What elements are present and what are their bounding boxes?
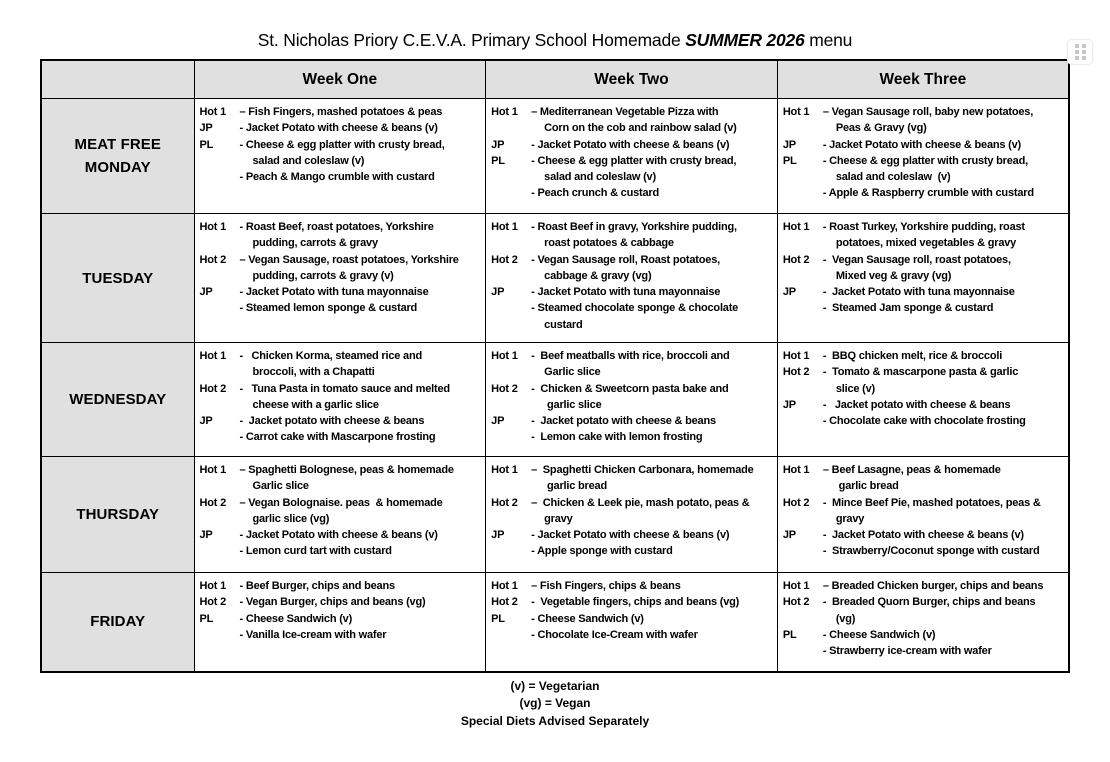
- menu-line: [200, 543, 483, 559]
- line-text: - Cheese & egg platter with crusty bread,: [822, 154, 1028, 167]
- line-label: Hot 1: [491, 464, 518, 476]
- line-label: [491, 429, 531, 445]
- menu-cell: [194, 573, 486, 672]
- line-label: [783, 300, 823, 316]
- line-label: PL: [782, 154, 797, 167]
- line-text: broccoli, with a Chapatti: [252, 366, 375, 379]
- menu-line: [491, 317, 774, 333]
- week-header: Week One: [194, 60, 486, 99]
- line-label: [783, 381, 823, 397]
- menu-line: [491, 235, 774, 251]
- menu-line: [491, 462, 774, 478]
- line-text: – Vegan Sausage, roast potatoes, Yorkshire: [239, 253, 459, 266]
- menu-line: [783, 478, 1065, 494]
- menu-line: [783, 381, 1065, 397]
- menu-line: [783, 120, 1065, 136]
- week-header: Week Two: [486, 60, 778, 99]
- day-label: WEDNESDAY: [69, 391, 167, 408]
- menu-line: [200, 511, 483, 527]
- line-label: Hot 2: [782, 253, 810, 266]
- line-label: [783, 185, 823, 201]
- line-text: - Beef meatballs with rice, broccoli and: [531, 350, 730, 362]
- line-label: [200, 397, 240, 413]
- menu-line: [783, 284, 1065, 300]
- menu-line: [783, 643, 1065, 659]
- line-label: [491, 185, 531, 201]
- line-label: [491, 169, 531, 185]
- day-label: FRIDAY: [90, 613, 146, 631]
- day-label: THURSDAY: [76, 506, 160, 523]
- line-text: – Breaded Chicken burger, chips and beans: [822, 580, 1044, 592]
- line-label: [783, 511, 823, 527]
- line-label: Hot 1: [782, 350, 810, 362]
- menu-line: [783, 185, 1065, 201]
- line-label: JP: [491, 286, 505, 299]
- menu-line: [783, 153, 1065, 169]
- line-text: - Jacket Potato with cheese & beans (v): [822, 138, 1022, 151]
- menu-table: [40, 59, 1070, 673]
- line-text: Garlic slice: [252, 480, 309, 493]
- line-text: pudding, carrots & gravy: [252, 237, 378, 250]
- line-label: Hot 2: [491, 596, 518, 609]
- line-text: - Chicken & Sweetcorn pasta bake and: [531, 382, 729, 395]
- line-label: Hot 1: [199, 464, 227, 476]
- table-row: [41, 214, 1069, 343]
- line-text: - Jacket potato with cheese & beans: [531, 415, 716, 428]
- line-label: [491, 364, 531, 380]
- menu-line: [491, 543, 774, 559]
- line-label: JP: [491, 529, 505, 542]
- line-label: [491, 268, 531, 284]
- menu-line: [200, 169, 483, 185]
- menu-line: [491, 397, 774, 413]
- menu-line: [200, 627, 483, 643]
- day-label: MONDAY: [84, 159, 151, 176]
- menu-line: [783, 413, 1065, 429]
- line-text: – Spaghetti Bolognese, peas & homemade: [239, 464, 454, 476]
- line-label: [491, 120, 531, 136]
- line-label: [200, 153, 240, 169]
- line-text: Mixed veg & gravy (vg): [835, 269, 952, 282]
- line-label: JP: [199, 286, 213, 299]
- menu-line: [200, 478, 483, 494]
- line-text: garlic bread: [544, 480, 607, 493]
- line-text: - Cheese & egg platter with crusty bread,: [239, 138, 445, 151]
- line-label: Hot 1: [199, 350, 227, 362]
- menu-line: [783, 348, 1065, 364]
- line-label: [783, 413, 823, 429]
- menu-line: [783, 543, 1065, 559]
- line-text: - Jacket Potato with cheese & beans (v): [822, 529, 1024, 542]
- menu-line: [200, 578, 483, 594]
- line-label: JP: [782, 398, 796, 411]
- menu-cell: [194, 214, 486, 343]
- menu-line: [491, 104, 774, 120]
- line-text: gravy: [835, 512, 865, 525]
- menu-line: [200, 429, 483, 445]
- line-text: Peas & Gravy (vg): [835, 122, 927, 135]
- header-row: [41, 60, 1069, 99]
- day-cell: [41, 573, 194, 672]
- line-text: salad and coleslaw (v): [252, 154, 365, 167]
- line-label: Hot 1: [782, 106, 810, 118]
- menu-cell: [777, 573, 1069, 672]
- line-text: - Cheese Sandwich (v): [531, 612, 644, 625]
- menu-line: [783, 495, 1065, 511]
- line-text: - Strawberry ice-cream with wafer: [822, 645, 992, 658]
- line-text: Corn on the cob and rainbow salad (v): [544, 122, 737, 135]
- menu-line: [783, 627, 1065, 643]
- menu-cell: [486, 457, 778, 573]
- line-text: – Mediterranean Vegetable Pizza with: [531, 106, 719, 118]
- line-text: - Breaded Quorn Burger, chips and beans: [822, 596, 1036, 609]
- line-text: - Steamed chocolate sponge & chocolate: [531, 302, 739, 315]
- line-label: [200, 235, 240, 251]
- line-text: - Chocolate cake with chocolate frosting: [822, 415, 1026, 428]
- menu-line: [200, 611, 483, 627]
- menu-line: [783, 169, 1065, 185]
- menu-line: [200, 413, 483, 429]
- line-label: JP: [782, 138, 796, 151]
- line-text: - Roast Beef, roast potatoes, Yorkshire: [239, 221, 434, 233]
- menu-cell: [486, 99, 778, 214]
- legend: [0, 678, 1110, 731]
- line-text: - Apple & Raspberry crumble with custard: [822, 187, 1034, 200]
- line-text: – Fish Fingers, chips & beans: [531, 580, 681, 592]
- menu-cell: [777, 457, 1069, 573]
- page-title: [0, 0, 1110, 51]
- line-label: Hot 2: [782, 366, 810, 379]
- line-label: [491, 478, 531, 494]
- line-text: – Spaghetti Chicken Carbonara, homemade: [531, 464, 754, 476]
- menu-cell: [777, 343, 1069, 457]
- line-text: - Jacket potato with cheese & beans: [822, 398, 1011, 411]
- line-text: - Cheese Sandwich (v): [239, 612, 353, 625]
- line-label: [491, 397, 531, 413]
- title-suffix: menu: [804, 30, 853, 50]
- line-label: [200, 268, 240, 284]
- line-text: - Lemon cake with lemon frosting: [531, 431, 703, 444]
- menu-line: [200, 153, 483, 169]
- menu-line: [491, 429, 774, 445]
- line-text: - Cheese & egg platter with crusty bread,: [531, 154, 737, 167]
- title-emphasis: SUMMER 2026: [685, 30, 805, 50]
- day-cell: [41, 214, 194, 343]
- line-text: - Vegan Sausage roll, roast potatoes,: [822, 253, 1011, 266]
- line-label: [491, 543, 531, 559]
- line-text: - Jacket Potato with cheese & beans (v): [531, 138, 730, 151]
- line-text: – Vegan Bolognaise. peas & homemade: [239, 496, 443, 509]
- menu-line: [491, 185, 774, 201]
- menu-line: [783, 252, 1065, 268]
- line-label: JP: [491, 415, 505, 428]
- line-label: [491, 317, 531, 333]
- menu-line: [491, 137, 774, 153]
- menu-line: [200, 235, 483, 251]
- line-text: - Tuna Pasta in tomato sauce and melted: [239, 382, 450, 395]
- line-label: [783, 235, 823, 251]
- line-text: – Chicken & Leek pie, mash potato, peas &: [531, 496, 750, 509]
- line-text: - Vegan Burger, chips and beans (vg): [239, 596, 426, 609]
- menu-line: [491, 478, 774, 494]
- line-text: - Tomato & mascarpone pasta & garlic: [822, 366, 1019, 379]
- line-text: - Apple sponge with custard: [531, 545, 673, 558]
- menu-line: [491, 627, 774, 643]
- line-text: pudding, carrots & gravy (v): [252, 269, 394, 282]
- line-text: - Steamed Jam sponge & custard: [822, 302, 994, 315]
- line-text: garlic slice (vg): [252, 512, 330, 525]
- line-label: PL: [491, 612, 505, 625]
- line-label: [491, 511, 531, 527]
- menu-line: [783, 137, 1065, 153]
- menu-line: [783, 578, 1065, 594]
- menu-cell: [194, 99, 486, 214]
- line-label: Hot 2: [491, 253, 518, 266]
- line-label: [783, 169, 823, 185]
- line-label: Hot 2: [782, 596, 810, 609]
- menu-line: [491, 153, 774, 169]
- menu-line: [783, 594, 1065, 610]
- line-text: – Fish Fingers, mashed potatoes & peas: [239, 106, 443, 118]
- line-label: [200, 169, 240, 185]
- menu-line: [491, 511, 774, 527]
- menu-line: [200, 381, 483, 397]
- line-text: - Jacket Potato with tuna mayonnaise: [239, 286, 429, 299]
- line-label: Hot 1: [491, 580, 518, 592]
- menu-line: [491, 578, 774, 594]
- corner-cell: [41, 60, 194, 99]
- line-text: - Vegetable fingers, chips and beans (vg): [531, 596, 740, 609]
- line-label: [783, 611, 823, 627]
- line-text: salad and coleslaw (v): [835, 171, 951, 184]
- line-label: Hot 1: [491, 350, 518, 362]
- menu-line: [491, 611, 774, 627]
- menu-line: [491, 120, 774, 136]
- line-text: – Vegan Sausage roll, baby new potatoes,: [822, 106, 1034, 118]
- menu-line: [783, 397, 1065, 413]
- week-header: Week Three: [777, 60, 1069, 99]
- title-prefix: St. Nicholas Priory C.E.V.A. Primary School Homemade: [257, 30, 686, 50]
- line-label: [200, 429, 240, 445]
- line-label: PL: [199, 612, 214, 625]
- legend-line: (vg) = Vegan: [519, 696, 591, 710]
- line-label: [783, 543, 823, 559]
- line-label: [200, 511, 240, 527]
- menu-line: [200, 219, 483, 235]
- line-text: - Peach crunch & custard: [531, 187, 660, 200]
- table-row: [41, 343, 1069, 457]
- menu-line: [491, 364, 774, 380]
- table-drag-handle-icon[interactable]: [1067, 39, 1093, 65]
- menu-line: [200, 348, 483, 364]
- line-text: - Jacket Potato with cheese & beans (v): [531, 529, 730, 542]
- line-label: Hot 2: [199, 496, 227, 509]
- menu-line: [200, 397, 483, 413]
- menu-line: [200, 527, 483, 543]
- menu-line: [200, 137, 483, 153]
- table-row: [41, 457, 1069, 573]
- line-text: potatoes, mixed vegetables & gravy: [835, 237, 1017, 250]
- line-label: Hot 1: [491, 221, 518, 233]
- menu-line: [783, 300, 1065, 316]
- menu-line: [783, 462, 1065, 478]
- day-label: TUESDAY: [82, 269, 154, 287]
- line-label: Hot 2: [199, 253, 227, 266]
- line-text: - Cheese Sandwich (v): [822, 628, 936, 641]
- line-text: - Jacket Potato with cheese & beans (v): [239, 122, 438, 135]
- line-label: Hot 1: [199, 106, 227, 118]
- line-label: Hot 2: [491, 382, 518, 395]
- menu-line: [783, 527, 1065, 543]
- line-text: - Roast Turkey, Yorkshire pudding, roast: [822, 221, 1025, 233]
- line-label: [491, 300, 531, 316]
- line-text: (vg): [835, 612, 856, 625]
- menu-cell: [194, 343, 486, 457]
- legend-line: Special Diets Advised Separately: [460, 713, 650, 728]
- menu-line: [783, 104, 1065, 120]
- line-text: - Jacket Potato with tuna mayonnaise: [531, 286, 721, 299]
- line-text: - Beef Burger, chips and beans: [239, 580, 395, 592]
- menu-line: [200, 364, 483, 380]
- line-text: - BBQ chicken melt, rice & broccoli: [822, 350, 1003, 362]
- line-text: - Jacket Potato with cheese & beans (v): [239, 529, 438, 542]
- menu-line: [491, 300, 774, 316]
- line-label: Hot 1: [782, 464, 810, 476]
- line-label: Hot 1: [491, 106, 518, 118]
- menu-cell: [486, 214, 778, 343]
- line-text: garlic slice: [544, 398, 602, 411]
- line-text: slice (v): [835, 382, 875, 395]
- line-text: custard: [544, 318, 583, 331]
- line-text: - Chicken Korma, steamed rice and: [239, 350, 423, 362]
- menu-line: [200, 462, 483, 478]
- menu-line: [491, 381, 774, 397]
- menu-line: [491, 252, 774, 268]
- line-text: – Beef Lasagne, peas & homemade: [822, 464, 1001, 476]
- line-label: Hot 2: [491, 496, 518, 509]
- line-text: - Strawberry/Coconut sponge with custard: [822, 545, 1040, 558]
- line-label: Hot 1: [199, 580, 227, 592]
- menu-line: [783, 611, 1065, 627]
- menu-line: [491, 219, 774, 235]
- line-label: JP: [491, 138, 505, 151]
- legend-line: (v) = Vegetarian: [510, 678, 600, 693]
- menu-line: [200, 120, 483, 136]
- menu-line: [491, 268, 774, 284]
- menu-line: [491, 284, 774, 300]
- line-text: - Chocolate Ice-Cream with wafer: [531, 628, 698, 641]
- menu-line: [200, 594, 483, 610]
- line-label: Hot 1: [199, 221, 227, 233]
- menu-line: [783, 268, 1065, 284]
- line-text: salad and coleslaw (v): [544, 171, 656, 184]
- line-label: Hot 1: [782, 580, 810, 592]
- line-label: [491, 235, 531, 251]
- line-text: - Vegan Sausage roll, Roast potatoes,: [531, 253, 720, 266]
- line-text: garlic bread: [835, 480, 899, 493]
- line-text: - Vanilla Ice-cream with wafer: [239, 628, 387, 641]
- menu-line: [783, 364, 1065, 380]
- line-label: JP: [199, 529, 213, 542]
- line-label: [783, 643, 823, 659]
- line-text: Garlic slice: [544, 366, 601, 379]
- day-cell: [41, 343, 194, 457]
- line-label: JP: [199, 415, 213, 428]
- line-label: Hot 2: [782, 496, 810, 509]
- menu-cell: [777, 214, 1069, 343]
- menu-line: [200, 252, 483, 268]
- day-label: MEAT FREE: [74, 136, 161, 153]
- menu-line: [783, 235, 1065, 251]
- menu-line: [491, 495, 774, 511]
- line-text: - Jacket Potato with tuna mayonnaise: [822, 286, 1015, 299]
- day-cell: [41, 457, 194, 573]
- menu-line: [491, 594, 774, 610]
- line-label: [200, 543, 240, 559]
- menu-line: [200, 495, 483, 511]
- menu-line: [200, 284, 483, 300]
- menu-line: [783, 511, 1065, 527]
- line-text: gravy: [544, 512, 573, 525]
- line-label: JP: [782, 286, 796, 299]
- line-label: [200, 478, 240, 494]
- line-label: Hot 2: [199, 382, 227, 395]
- line-label: PL: [782, 628, 797, 641]
- line-text: - Jacket potato with cheese & beans: [239, 415, 425, 428]
- day-cell: [41, 99, 194, 214]
- table-row: [41, 573, 1069, 672]
- line-label: [200, 364, 240, 380]
- line-label: [200, 300, 240, 316]
- menu-cell: [777, 99, 1069, 214]
- table-row: [41, 99, 1069, 214]
- line-label: [783, 478, 823, 494]
- menu-line: [491, 169, 774, 185]
- line-text: roast potatoes & cabbage: [544, 237, 674, 250]
- line-text: - Lemon curd tart with custard: [239, 545, 392, 558]
- menu-line: [200, 300, 483, 316]
- line-label: PL: [199, 138, 214, 151]
- menu-line: [491, 527, 774, 543]
- menu-line: [491, 348, 774, 364]
- menu-cell: [486, 573, 778, 672]
- line-label: [491, 627, 531, 643]
- menu-line: [491, 413, 774, 429]
- line-text: - Peach & Mango crumble with custard: [239, 171, 435, 184]
- line-text: cabbage & gravy (vg): [544, 269, 652, 282]
- line-text: cheese with a garlic slice: [252, 398, 379, 411]
- line-label: [200, 627, 240, 643]
- menu-line: [200, 104, 483, 120]
- line-label: Hot 2: [199, 596, 227, 609]
- menu-cell: [486, 343, 778, 457]
- line-label: JP: [782, 529, 796, 542]
- line-text: - Mince Beef Pie, mashed potatoes, peas &: [822, 496, 1041, 509]
- menu-line: [200, 268, 483, 284]
- line-label: JP: [199, 122, 213, 135]
- menu-line: [783, 219, 1065, 235]
- line-label: Hot 1: [782, 221, 810, 233]
- menu-cell: [194, 457, 486, 573]
- line-label: [783, 120, 823, 136]
- line-text: - Roast Beef in gravy, Yorkshire pudding,: [531, 221, 737, 233]
- line-label: [783, 268, 823, 284]
- line-text: - Steamed lemon sponge & custard: [239, 302, 418, 315]
- line-text: - Carrot cake with Mascarpone frosting: [239, 431, 436, 444]
- line-label: PL: [491, 154, 505, 167]
